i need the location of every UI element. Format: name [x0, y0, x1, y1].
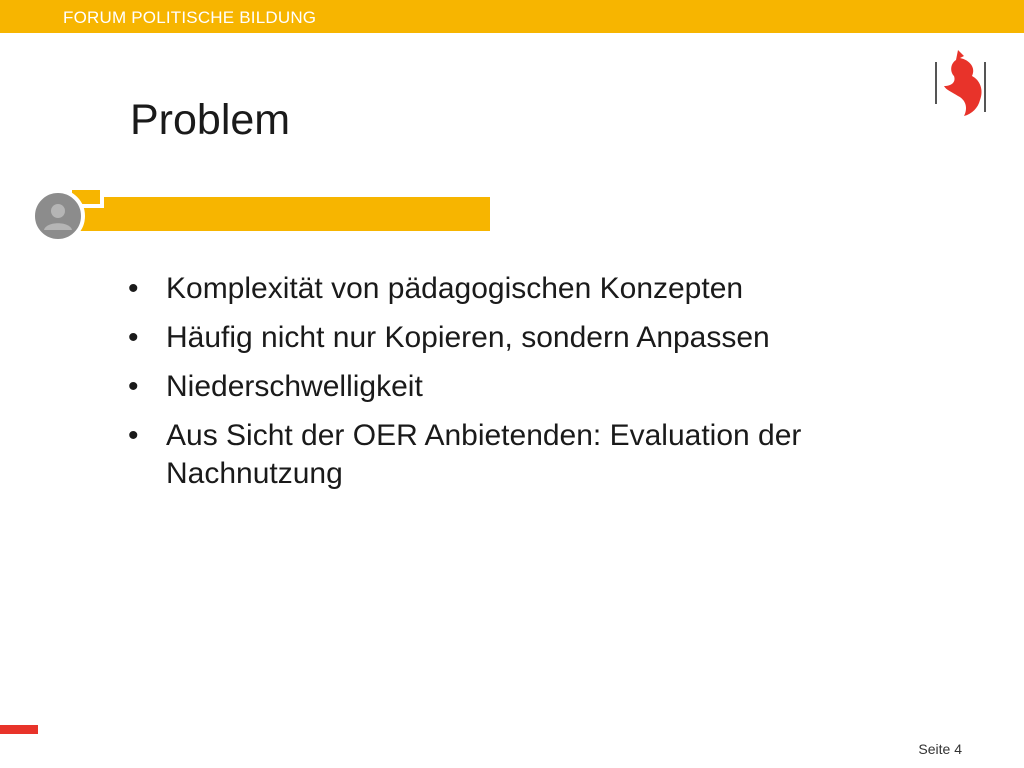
bullet-text: Häufig nicht nur Kopieren, sondern Anpassen — [166, 321, 770, 354]
title-accent-bar — [78, 197, 490, 231]
slide-title: Problem — [130, 96, 291, 144]
header-bar — [0, 0, 1024, 33]
bullet-marker: • — [128, 370, 139, 403]
list-item — [128, 417, 928, 493]
org-name: FORUM POLITISCHE BILDUNG — [63, 8, 317, 27]
bullet-text: Niederschwelligkeit — [166, 370, 423, 403]
bullet-list — [128, 270, 928, 504]
bullet-marker: • — [128, 272, 139, 305]
bullet-text: Komplexität von pädagogischen Konzepten — [166, 272, 744, 305]
page-number: Seite 4 — [918, 741, 962, 757]
person-icon — [30, 186, 106, 244]
list-item — [128, 319, 928, 357]
bullet-marker: • — [128, 419, 139, 452]
bird-logo-icon — [928, 46, 992, 118]
bullet-marker: • — [128, 321, 139, 354]
bullet-text: Aus Sicht der OER Anbietenden: Evaluation der Nachnutzung — [166, 419, 802, 490]
list-item — [128, 368, 928, 406]
footer-red-mark — [0, 725, 38, 734]
list-item — [128, 270, 928, 308]
